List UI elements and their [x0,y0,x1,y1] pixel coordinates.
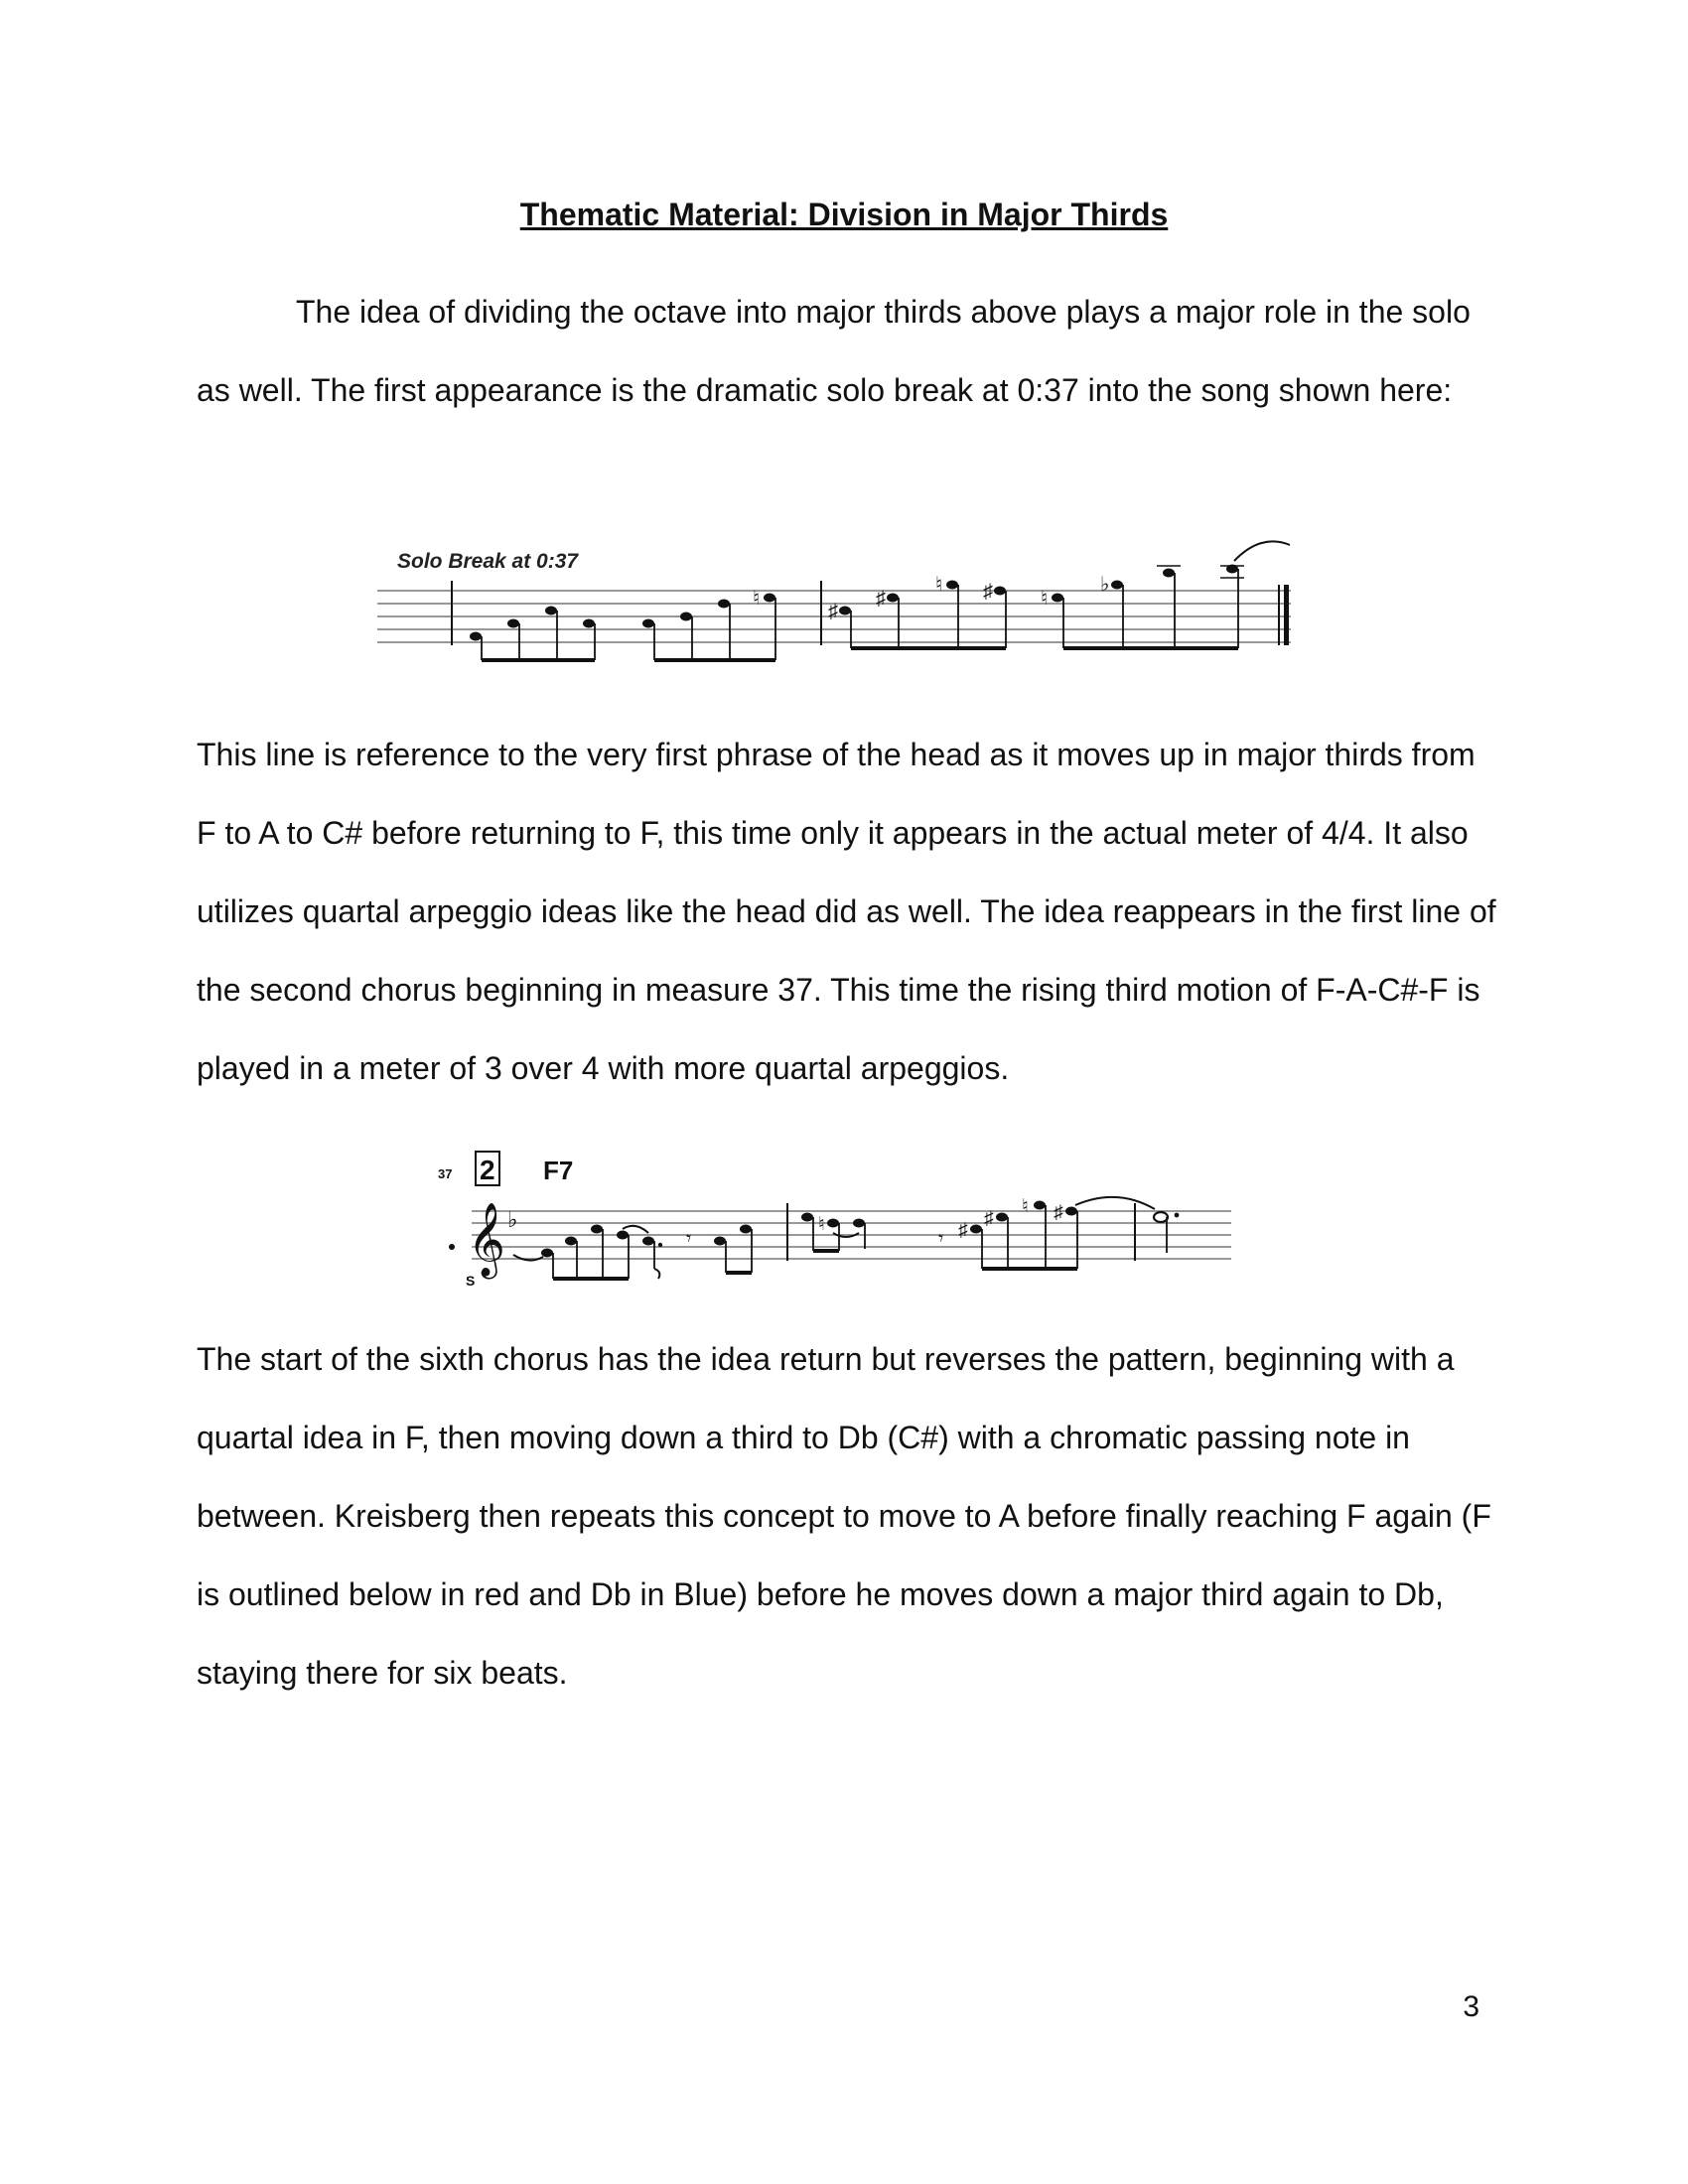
svg-text:𝄾: 𝄾 [938,1228,944,1250]
svg-text:♯: ♯ [984,1208,994,1229]
paragraph-2: This line is reference to the very first phrase of the head as it moves up in major thirds from F to A to C# before returning to F, this time only it appears in the actual meter of 4/4. It also utilizes quartal arpeggio ideas like the head did as well. The idea reappears in the first line of the second chorus beginning in measure 37. This time the rising third motion of F-A-C#-F is played in a meter of 3 over 4 with more quartal arpeggios. [197,737,1496,1086]
svg-text:♮: ♮ [1041,588,1049,610]
svg-text:♯: ♯ [876,588,886,610]
measure-number: 37 [438,1166,453,1181]
measure-37-notation [422,1142,1246,1291]
dot-mark [449,1244,455,1250]
solo-break-notation [372,521,1306,670]
svg-text:♭: ♭ [1100,574,1110,596]
svg-text:♯: ♯ [983,581,993,603]
rehearsal-mark: 2 [480,1155,495,1185]
svg-text:𝄾: 𝄾 [686,1228,692,1250]
paragraph-1: The idea of dividing the octave into major thirds above plays a major role in the solo as well. The first appearance is the dramatic solo break at 0:37 into the song shown here: [197,294,1471,408]
svg-text:♯: ♯ [828,601,838,622]
chord-symbol: F7 [543,1156,574,1185]
svg-text:♯: ♯ [958,1220,968,1241]
segno-mark: S [466,1273,476,1289]
flat-key-signature-icon: ♭ [507,1207,518,1232]
treble-clef-icon: 𝄞 [468,1203,505,1275]
svg-text:♯: ♯ [1054,1202,1063,1223]
paragraph-3: The start of the sixth chorus has the idea return but reverses the pattern, beginning with a quartal idea in F, then moving down a third to Db (C#) with a chromatic passing note in between. Kreisberg then repeats this concept to move to A before finally reaching F again (F is outlined below in red and Db in Blue) before he moves down a major third again to Db, staying there for six beats. [197,1341,1491,1691]
svg-text:♮: ♮ [753,588,761,610]
page-number: 3 [1463,1990,1479,2023]
solo-break-label: Solo Break at 0:37 [397,550,579,573]
svg-text:♮: ♮ [1022,1196,1029,1217]
svg-text:♮: ♮ [818,1214,825,1235]
page-title: Thematic Material: Division in Major Thirds [519,197,1169,232]
svg-text:♮: ♮ [935,574,943,596]
